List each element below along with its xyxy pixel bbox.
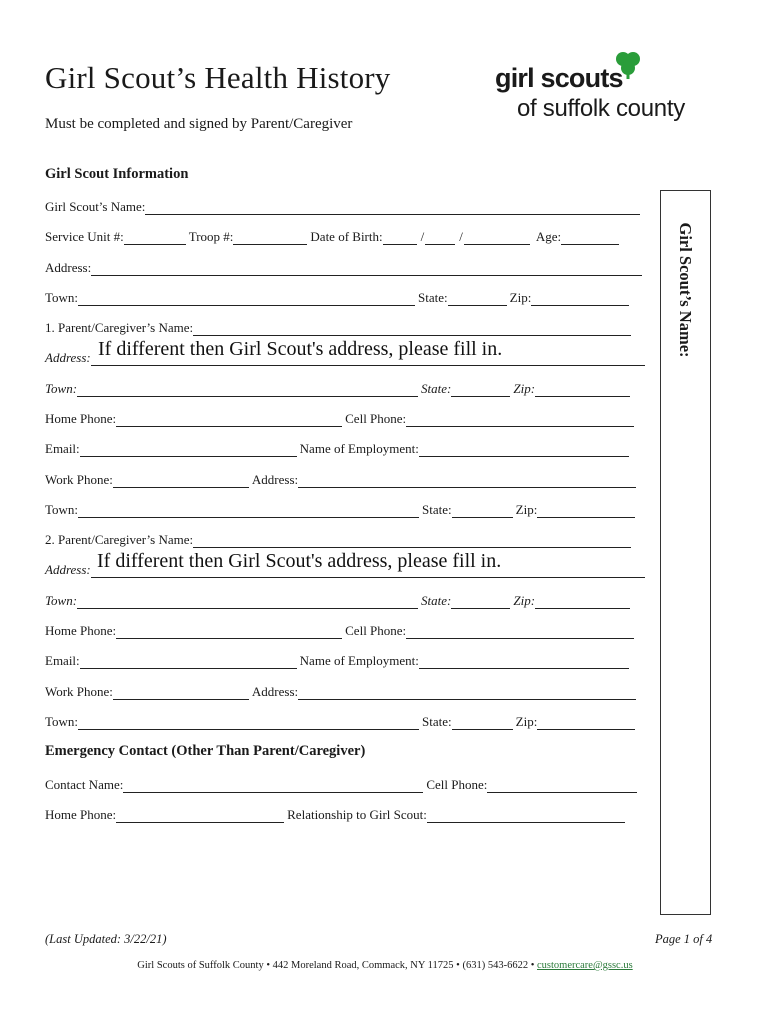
parent2-email-label: Email: xyxy=(45,653,80,668)
service-unit-label: Service Unit #: xyxy=(45,229,124,244)
logo-text-primary: girl scouts xyxy=(495,63,623,93)
girl-name-label: Girl Scout’s Name: xyxy=(45,199,146,214)
parent2-employment-field[interactable] xyxy=(419,654,629,669)
parent1-employment-label: Name of Employment: xyxy=(299,441,419,456)
dob-separator: / xyxy=(459,229,463,244)
girl-details-row xyxy=(45,227,622,245)
parent2-address-label: Address: xyxy=(45,562,91,577)
dob-month-field[interactable] xyxy=(383,230,417,245)
section-heading-girl-scout: Girl Scout Information xyxy=(45,166,189,182)
parent2-work-address-label: Address: xyxy=(251,684,299,699)
girl-name-field[interactable] xyxy=(145,200,640,215)
girl-address-row xyxy=(45,258,645,276)
page-number: Page 1 of 4 xyxy=(655,932,713,946)
parent1-name-field[interactable] xyxy=(193,321,631,336)
parent2-employment-label: Name of Employment: xyxy=(299,653,419,668)
parent2-work-town-row xyxy=(45,712,638,730)
parent2-state-field[interactable] xyxy=(451,594,510,609)
parent2-zip-label: Zip: xyxy=(513,593,536,608)
age-label: Age: xyxy=(535,229,562,244)
parent1-work-address-field[interactable] xyxy=(298,473,636,488)
parent1-work-state-label: State: xyxy=(422,502,452,517)
parent1-state-field[interactable] xyxy=(451,382,510,397)
parent2-work-row xyxy=(45,682,639,700)
section-heading-emergency: Emergency Contact (Other Than Parent/Caregiver) xyxy=(45,743,366,759)
page-title: Girl Scout’s Health History xyxy=(45,60,391,95)
parent1-work-address-label: Address: xyxy=(251,472,299,487)
emergency-contact-name-field[interactable] xyxy=(123,778,423,793)
parent1-work-row xyxy=(45,470,639,488)
parent2-home-phone-field[interactable] xyxy=(116,624,342,639)
parent2-email-field[interactable] xyxy=(80,654,297,669)
parent2-work-town-field[interactable] xyxy=(78,715,419,730)
emergency-cell-phone-label: Cell Phone: xyxy=(426,777,488,792)
dob-separator: / xyxy=(420,229,425,244)
parent2-town-field[interactable] xyxy=(77,594,418,609)
parent1-town-label: Town: xyxy=(45,381,78,396)
parent2-town-label: Town: xyxy=(45,593,78,608)
parent1-work-town-row xyxy=(45,500,638,518)
address-label: Address: xyxy=(45,260,92,275)
zip-label: Zip: xyxy=(509,290,532,305)
troop-field[interactable] xyxy=(233,230,307,245)
parent1-phone-row xyxy=(45,409,637,427)
parent2-cell-phone-field[interactable] xyxy=(406,624,634,639)
parent2-zip-field[interactable] xyxy=(535,594,630,609)
parent1-employment-field[interactable] xyxy=(419,442,629,457)
parent1-zip-label: Zip: xyxy=(513,381,536,396)
parent1-address-note: If different then Girl Scout's address, please fill in. xyxy=(98,338,503,360)
address-field[interactable] xyxy=(91,261,642,276)
footer-address xyxy=(0,960,770,971)
parent1-work-phone-field[interactable] xyxy=(113,473,249,488)
emergency-home-phone-label: Home Phone: xyxy=(45,807,117,822)
parent1-work-state-field[interactable] xyxy=(452,503,513,518)
parent1-address-label: Address: xyxy=(45,350,91,365)
parent1-cell-phone-field[interactable] xyxy=(406,412,634,427)
town-field[interactable] xyxy=(78,291,415,306)
troop-label: Troop #: xyxy=(188,229,234,244)
parent2-state-label: State: xyxy=(421,593,452,608)
parent2-town-row xyxy=(45,591,633,609)
girl-name-row xyxy=(45,197,643,215)
girl-town-row xyxy=(45,288,632,306)
parent2-work-zip-field[interactable] xyxy=(537,715,635,730)
parent2-work-state-label: State: xyxy=(422,714,452,729)
parent2-cell-phone-label: Cell Phone: xyxy=(345,623,407,638)
parent2-name-field[interactable] xyxy=(193,533,631,548)
parent1-zip-field[interactable] xyxy=(535,382,630,397)
parent1-cell-phone-label: Cell Phone: xyxy=(345,411,407,426)
emergency-relationship-field[interactable] xyxy=(427,808,625,823)
parent2-email-row xyxy=(45,651,632,669)
town-label: Town: xyxy=(45,290,79,305)
parent2-phone-row xyxy=(45,621,637,639)
parent2-home-phone-label: Home Phone: xyxy=(45,623,117,638)
parent2-work-address-field[interactable] xyxy=(298,685,636,700)
dob-label: Date of Birth: xyxy=(310,229,383,244)
parent1-work-town-field[interactable] xyxy=(78,503,419,518)
page-subtitle: Must be completed and signed by Parent/Caregiver xyxy=(45,116,353,132)
parent2-name-label: 2. Parent/Caregiver’s Name: xyxy=(45,532,194,547)
parent2-address-note: If different then Girl Scout's address, please fill in. xyxy=(97,550,502,572)
parent1-name-label: 1. Parent/Caregiver’s Name: xyxy=(45,320,194,335)
parent2-work-phone-label: Work Phone: xyxy=(45,684,113,699)
zip-field[interactable] xyxy=(531,291,629,306)
parent2-work-phone-field[interactable] xyxy=(113,685,249,700)
parent1-work-zip-label: Zip: xyxy=(515,502,538,517)
dob-day-field[interactable] xyxy=(425,230,455,245)
footer-address-text: Girl Scouts of Suffolk County • 442 Moreland Road, Commack, NY 11725 • (631) 543-6622 • xyxy=(137,960,537,971)
parent1-work-town-label: Town: xyxy=(45,502,79,517)
customer-care-email-link[interactable]: customercare@gssc.us xyxy=(537,960,633,971)
emergency-cell-phone-field[interactable] xyxy=(487,778,637,793)
parent1-work-zip-field[interactable] xyxy=(537,503,635,518)
emergency-contact-row xyxy=(45,775,640,793)
parent1-email-field[interactable] xyxy=(80,442,297,457)
parent1-email-label: Email: xyxy=(45,441,80,456)
dob-year-field[interactable] xyxy=(464,230,530,245)
parent1-town-row xyxy=(45,379,633,397)
emergency-phone-row xyxy=(45,805,628,823)
parent1-work-phone-label: Work Phone: xyxy=(45,472,113,487)
parent2-work-zip-label: Zip: xyxy=(515,714,538,729)
state-field[interactable] xyxy=(448,291,507,306)
parent2-work-state-field[interactable] xyxy=(452,715,513,730)
service-unit-field[interactable] xyxy=(124,230,186,245)
parent2-work-town-label: Town: xyxy=(45,714,79,729)
side-name-label: Girl Scout’s Name: xyxy=(676,222,695,358)
parent2-name-row xyxy=(45,530,634,548)
parent1-email-row xyxy=(45,439,632,457)
parent1-home-phone-field[interactable] xyxy=(116,412,342,427)
girl-scouts-logo xyxy=(495,50,710,130)
emergency-contact-name-label: Contact Name: xyxy=(45,777,124,792)
parent1-name-row xyxy=(45,318,634,336)
parent1-town-field[interactable] xyxy=(77,382,418,397)
logo-text-secondary: of suffolk county xyxy=(517,95,685,122)
emergency-relationship-label: Relationship to Girl Scout: xyxy=(287,807,427,822)
age-field[interactable] xyxy=(561,230,619,245)
parent1-state-label: State: xyxy=(421,381,452,396)
last-updated: (Last Updated: 3/22/21) xyxy=(45,932,167,946)
state-label: State: xyxy=(418,290,448,305)
parent1-home-phone-label: Home Phone: xyxy=(45,411,117,426)
emergency-home-phone-field[interactable] xyxy=(116,808,284,823)
